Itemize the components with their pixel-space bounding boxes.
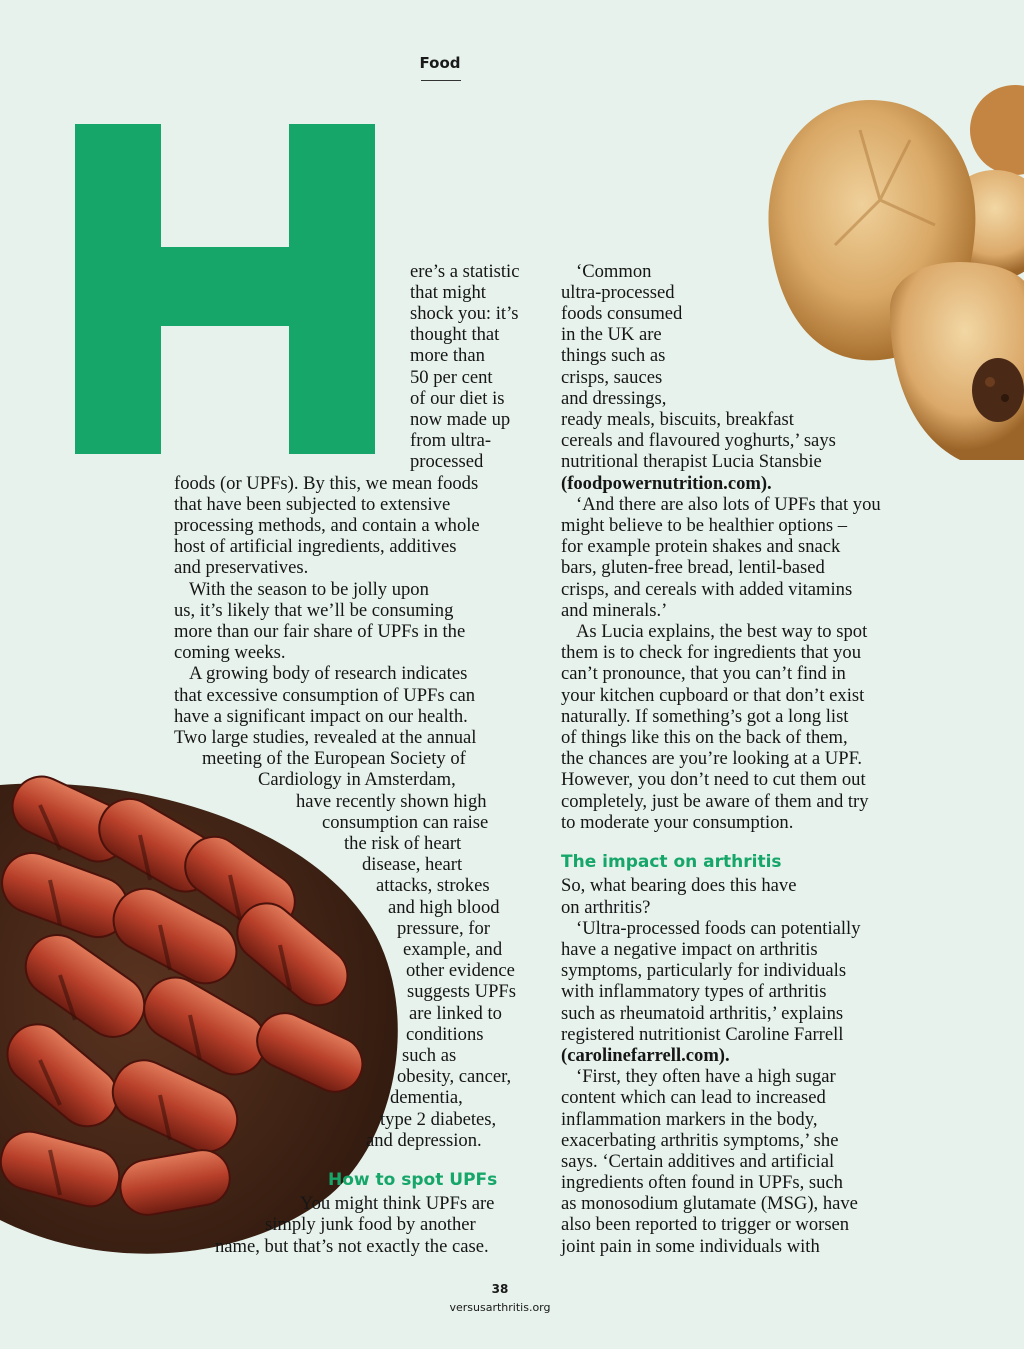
text-line: are linked to: [409, 1003, 502, 1024]
text-line: and preservatives.: [174, 557, 309, 578]
text-line: However, you don’t need to cut them out: [561, 769, 866, 790]
text-line: host of artificial ingredients, additives: [174, 536, 457, 557]
text-line: coming weeks.: [174, 642, 286, 663]
text-line: suggests UPFs: [407, 981, 517, 1002]
text-line: exacerbating arthritis symptoms,’ she: [561, 1130, 839, 1151]
text-line: to moderate your consumption.: [561, 812, 794, 833]
text-line: processed: [410, 451, 484, 472]
text-line: dementia,: [390, 1087, 463, 1108]
text-line: that have been subjected to extensive: [174, 494, 451, 515]
text-line: with inflammatory types of arthritis: [561, 981, 827, 1002]
text-line: completely, just be aware of them and try: [561, 791, 869, 812]
text-line: name, but that’s not exactly the case.: [215, 1236, 489, 1257]
text-line: nutritional therapist Lucia Stansbie: [561, 451, 822, 472]
drop-cap-letter-h: [75, 124, 375, 454]
text-line: cereals and flavoured yoghurts,’ says: [561, 430, 836, 451]
text-line: processing methods, and contain a whole: [174, 515, 480, 536]
text-line: have recently shown high: [296, 791, 487, 812]
text-line: ingredients often found in UPFs, such: [561, 1172, 843, 1193]
section-underline: [421, 80, 461, 81]
text-line: from ultra-: [410, 430, 492, 451]
text-line: might believe to be healthier options –: [561, 515, 848, 536]
text-line: that excessive consumption of UPFs can: [174, 685, 476, 706]
text-line: With the season to be jolly upon: [189, 579, 429, 600]
text-line: symptoms, particularly for individuals: [561, 960, 847, 981]
text-line: pressure, for: [397, 918, 490, 939]
text-line: the chances are you’re looking at a UPF.: [561, 748, 863, 769]
text-line-website: (foodpowernutrition.com).: [561, 473, 772, 494]
text-line: foods consumed: [561, 303, 683, 324]
text-line: As Lucia explains, the best way to spot: [576, 621, 868, 642]
text-line: example, and: [403, 939, 503, 960]
text-line: and minerals.’: [561, 600, 668, 621]
page-number: 38: [491, 1282, 509, 1296]
text-line: your kitchen cupboard or that don’t exist: [561, 685, 865, 706]
text-line: such as rheumatoid arthritis,’ explains: [561, 1003, 844, 1024]
text-line: foods (or UPFs). By this, we mean foods: [174, 473, 479, 494]
text-line: says. ‘Certain additives and artificial: [561, 1151, 835, 1172]
text-line: ere’s a statistic: [410, 261, 520, 282]
text-line: and dressings,: [561, 388, 667, 409]
text-line: can’t pronounce, that you can’t find in: [561, 663, 846, 684]
text-line: So, what bearing does this have: [561, 875, 797, 896]
text-line: ‘Ultra-processed foods can potentially: [576, 918, 861, 939]
subheading-how-to-spot: How to spot UPFs: [328, 1170, 498, 1190]
text-line: joint pain in some individuals with: [561, 1236, 820, 1257]
text-line: more than our fair share of UPFs in the: [174, 621, 466, 642]
text-line-website: (carolinefarrell.com).: [561, 1045, 730, 1066]
text-line: simply junk food by another: [265, 1214, 476, 1235]
text-line: have a negative impact on arthritis: [561, 939, 818, 960]
text-line: thought that: [410, 324, 500, 345]
text-line: ultra-processed: [561, 282, 675, 303]
text-line: Cardiology in Amsterdam,: [258, 769, 456, 790]
text-line: A growing body of research indicates: [189, 663, 468, 684]
text-line: other evidence: [406, 960, 515, 981]
section-label: Food: [419, 54, 461, 72]
text-line: shock you: it’s: [410, 303, 519, 324]
text-line: now made up: [410, 409, 511, 430]
text-line: inflammation markers in the body,: [561, 1109, 818, 1130]
text-line: have a significant impact on our health.: [174, 706, 468, 727]
text-line: consumption can raise: [322, 812, 489, 833]
text-line: for example protein shakes and snack: [561, 536, 841, 557]
text-line: things such as: [561, 345, 666, 366]
footer-website: versusarthritis.org: [449, 1301, 551, 1314]
text-line: and high blood: [388, 897, 500, 918]
text-line: naturally. If something’s got a long list: [561, 706, 849, 727]
text-line: them is to check for ingredients that you: [561, 642, 862, 663]
text-line: crisps, and cereals with added vitamins: [561, 579, 853, 600]
text-line: more than: [410, 345, 485, 366]
subheading-impact-on-arthritis: The impact on arthritis: [561, 852, 782, 872]
text-line: 50 per cent: [410, 367, 493, 388]
text-line: and depression.: [366, 1130, 482, 1151]
text-line: conditions: [406, 1024, 484, 1045]
text-line: type 2 diabetes,: [380, 1109, 497, 1130]
text-line: as monosodium glutamate (MSG), have: [561, 1193, 858, 1214]
text-line: registered nutritionist Caroline Farrell: [561, 1024, 844, 1045]
text-line: content which can lead to increased: [561, 1087, 826, 1108]
text-line: of things like this on the back of them,: [561, 727, 848, 748]
text-line: ready meals, biscuits, breakfast: [561, 409, 794, 430]
text-line: the risk of heart: [344, 833, 462, 854]
text-line: of our diet is: [410, 388, 505, 409]
text-line: attacks, strokes: [376, 875, 490, 896]
text-line: ‘First, they often have a high sugar: [576, 1066, 836, 1087]
text-line: meeting of the European Society of: [202, 748, 466, 769]
text-line: in the UK are: [561, 324, 662, 345]
text-line: crisps, sauces: [561, 367, 663, 388]
text-line: that might: [410, 282, 486, 303]
mince-pies-photo: [740, 60, 1024, 460]
text-line: also been reported to trigger or worsen: [561, 1214, 850, 1235]
text-line: us, it’s likely that we’ll be consuming: [174, 600, 454, 621]
text-line: ‘Common: [576, 261, 652, 282]
text-line: disease, heart: [362, 854, 463, 875]
text-line: You might think UPFs are: [300, 1193, 495, 1214]
text-line: Two large studies, revealed at the annual: [174, 727, 477, 748]
text-line: bars, gluten-free bread, lentil-based: [561, 557, 825, 578]
text-line: on arthritis?: [561, 897, 651, 918]
text-line: obesity, cancer,: [397, 1066, 512, 1087]
text-line: ‘And there are also lots of UPFs that you: [576, 494, 881, 515]
text-line: such as: [402, 1045, 457, 1066]
